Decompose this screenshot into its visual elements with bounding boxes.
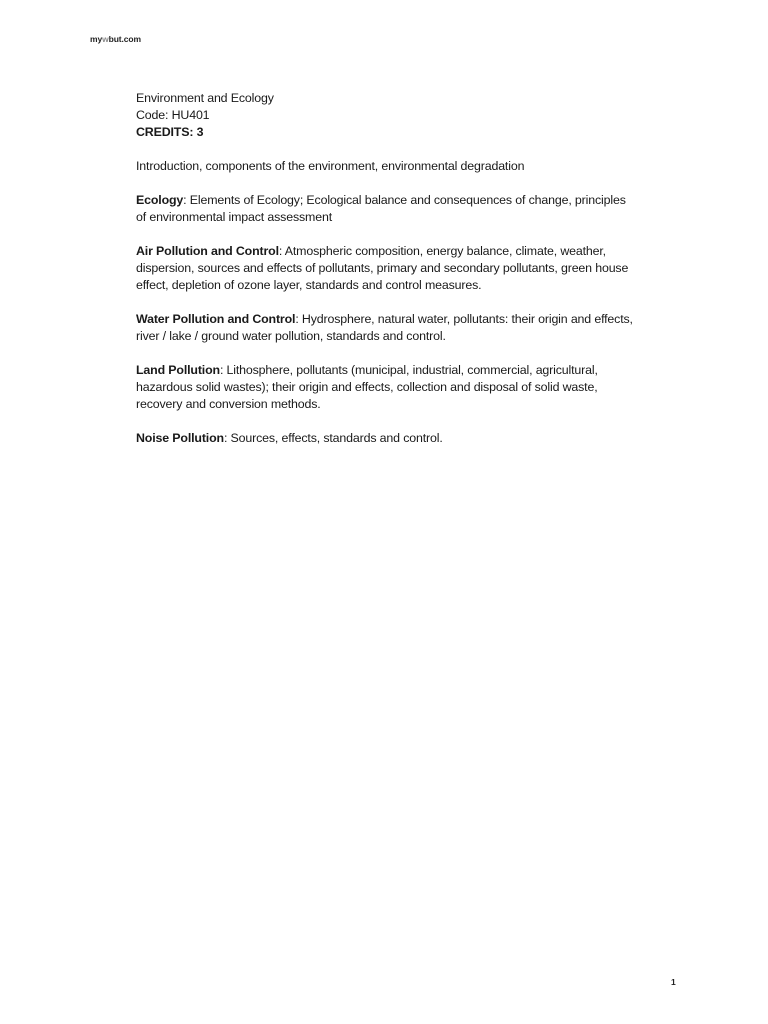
intro-paragraph: Introduction, components of the environment, environmental degradation (136, 159, 525, 173)
course-info (136, 90, 636, 141)
section-noise-pollution (136, 430, 636, 447)
course-code: Code: HU401 (136, 108, 210, 122)
section-text: : Elements of Ecology; Ecological balance and consequences of change, principles of environmental impact assessment (136, 193, 626, 224)
section-heading: Ecology (136, 193, 184, 207)
page-number: 1 (671, 977, 676, 987)
section-heading: Land Pollution (136, 363, 220, 377)
section-heading: Noise Pollution (136, 431, 224, 445)
section-heading: Air Pollution and Control (136, 244, 279, 258)
site-suffix: but.com (108, 34, 141, 44)
section-text: : Hydrosphere, natural water, pollutants: their origin and effects, river / lake / ground water pollution, standards and control. (136, 312, 633, 343)
section-heading: Water Pollution and Control (136, 312, 296, 326)
syllabus-content (136, 90, 636, 464)
section-ecology (136, 192, 636, 226)
site-w: w (102, 34, 109, 44)
course-credits: CREDITS: 3 (136, 125, 204, 139)
site-watermark (90, 34, 141, 44)
site-prefix: my (90, 34, 103, 44)
section-water-pollution (136, 311, 636, 345)
section-text: : Lithosphere, pollutants (municipal, industrial, commercial, agricultural, hazardous solid wastes); their origin and effects, collection and disposal of solid waste, recovery and conversion methods. (136, 363, 598, 411)
section-text: : Sources, effects, standards and control. (223, 431, 443, 445)
course-title: Environment and Ecology (136, 91, 274, 105)
section-text: : Atmospheric composition, energy balance, climate, weather, dispersion, sources and effects of pollutants, primary and secondary pollutants, green house effect, depletion of ozone layer, standards and control measures. (136, 244, 629, 292)
section-land-pollution (136, 362, 636, 413)
section-air-pollution (136, 243, 636, 294)
